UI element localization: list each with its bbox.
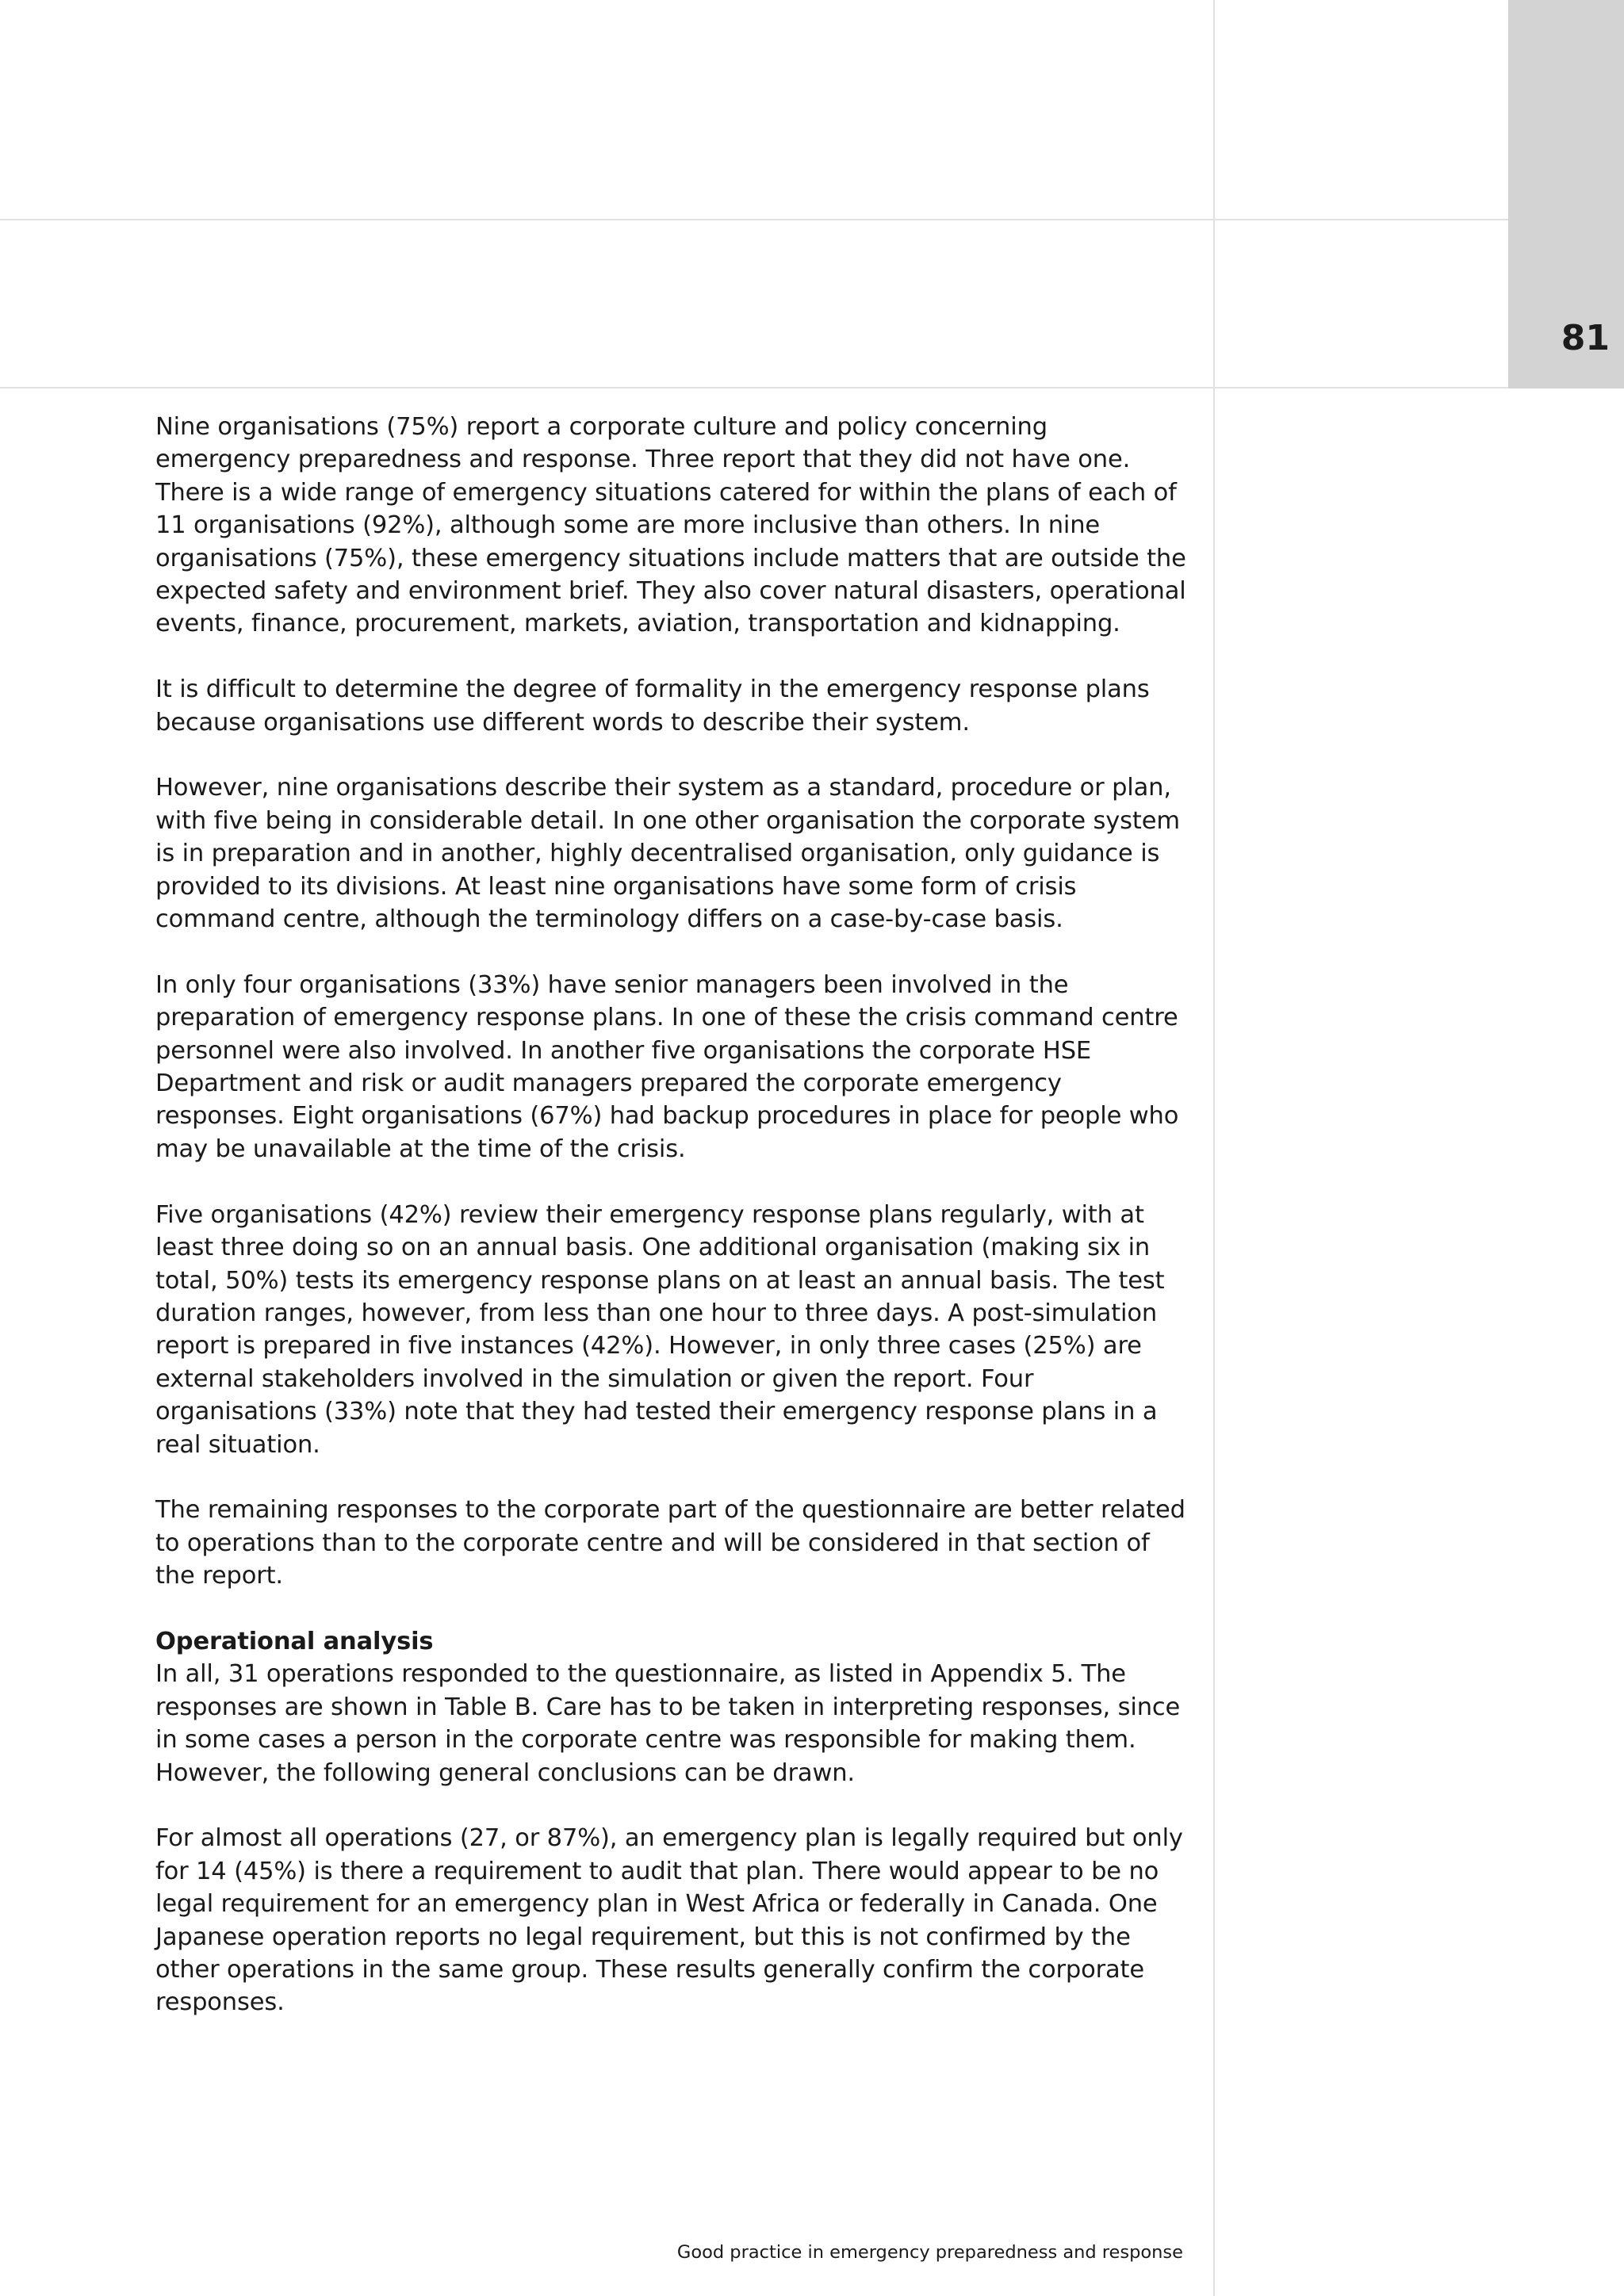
paragraph: Five organisations (42%) review their emergency response plans regularly, with at least three doing so on an annual basis. One additional organisation (making six in total, 50%) tests its emergency response plans on at least an annual basis. The test duration ranges, however, from less than one hour to three days. A post-simulation report is prepared in five instances (42%). However, in only three cases (25%) are external stakeholders involved in the simulation or given the report. Four organisations (33%) note that they had tested their emergency response plans in a real situation. <box>155 1200 1165 1459</box>
section-heading: Operational analysis <box>155 1627 434 1655</box>
paragraph: However, nine organisations describe their system as a standard, procedure or plan, with five being in considerable detail. In one other organisation the corporate system is in preparation and in another, highly decentralised organisation, only guidance is provided to its divisions. At least nine organisations have some form of crisis command centre, although the terminology differs on a case-by-case basis. <box>155 774 1180 934</box>
page-number: 81 <box>1561 318 1610 358</box>
paragraph: In all, 31 operations responded to the questionnaire, as listed in Appendix 5. The responses are shown in Table B. Care has to be taken in interpreting responses, since in some cases a person in the corporate centre was responsible for making them. However, the following general conclusions can be drawn. <box>155 1660 1181 1787</box>
page-number-tab <box>1508 0 1624 388</box>
paragraph: Nine organisations (75%) report a corporate culture and policy concerning emergency preparedness and response. Three report that they did not have one. There is a wide range of emergency situations catered for within the plans of each of 11 organisations (92%), although some are more inclusive than others. In nine organisations (75%), these emergency situations include matters that are outside the expected safety and environment brief. They also cover natural disasters, operational events, finance, procurement, markets, aviation, transportation and kidnapping. <box>155 413 1186 638</box>
header-rule-top <box>0 219 1508 220</box>
paragraph: For almost all operations (27, or 87%), an emergency plan is legally required but only for 14 (45%) is there a requirement to audit that plan. There would appear to be no legal requirement for an emergency plan in West Africa or federally in Canada. One Japanese operation reports no legal requirement, but this is not confirmed by the other operations in the same group. These results generally confirm the corporate responses. <box>155 1824 1183 2017</box>
margin-rule <box>1213 0 1215 2296</box>
paragraph: It is difficult to determine the degree of formality in the emergency response plans because organisations use different words to describe their system. <box>155 675 1150 737</box>
paragraph: In only four organisations (33%) have senior managers been involved in the preparation of emergency response plans. In one of these the crisis command centre personnel were also involved. In another five organisations the corporate HSE Department and risk or audit managers prepared the corporate emergency responses. Eight organisations (67%) had backup procedures in place for people who may be unavailable at the time of the crisis. <box>155 970 1179 1163</box>
body-text <box>155 411 1186 2052</box>
running-footer: Good practice in emergency preparedness and response <box>676 2242 1183 2263</box>
section-operational-analysis <box>155 1625 1186 1789</box>
header-rule-bottom <box>0 387 1508 388</box>
paragraph: The remaining responses to the corporate part of the questionnaire are better related to operations than to the corporate centre and will be considered in that section of the report. <box>155 1496 1185 1590</box>
